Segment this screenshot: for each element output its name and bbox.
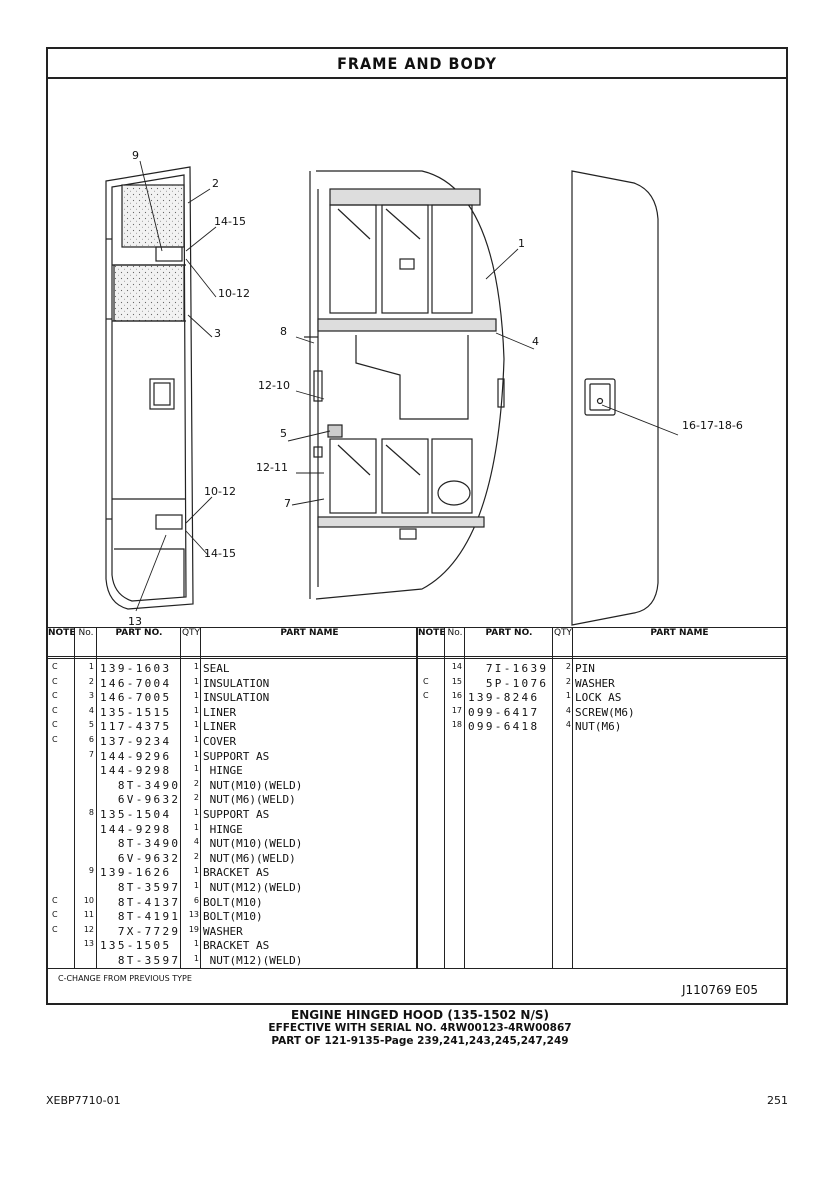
row-note: C — [423, 676, 429, 686]
row-part-number: 139-1603 — [100, 662, 172, 675]
row-part-name: PIN — [575, 662, 595, 675]
row-part-name: LOCK AS — [575, 691, 622, 705]
row-part-name: LINER — [203, 720, 237, 734]
row-note: C — [52, 676, 58, 686]
row-part-name: SEAL — [203, 662, 230, 675]
row-quantity: 1 — [193, 939, 199, 949]
row-part-number: 6V-9632 — [100, 851, 181, 865]
change-footnote: C-CHANGE FROM PREVIOUS TYPE — [58, 974, 192, 983]
callout-12-10: 12-10 — [258, 379, 290, 392]
row-item-number: 4 — [88, 705, 94, 715]
row-part-number: 8T-3597 — [100, 881, 181, 894]
exploded-view-drawing — [48, 79, 786, 627]
callout-13: 13 — [128, 615, 142, 627]
row-part-name: BOLT(M10) — [203, 910, 263, 924]
row-part-number: 8T-4191 — [100, 910, 181, 924]
row-part-name: NUT(M6) — [575, 720, 622, 734]
row-part-number: 135-1505 — [100, 939, 172, 953]
row-note: C — [423, 691, 429, 701]
row-part-number: 8T-3490 — [100, 837, 181, 851]
row-part-number: 8T-3490 — [100, 778, 181, 792]
row-note: C — [52, 895, 58, 905]
callout-4: 4 — [532, 335, 539, 348]
row-note: C — [52, 662, 58, 671]
row-part-name: NUT(M10)(WELD) — [203, 778, 303, 792]
row-part-name: BRACKET AS — [203, 866, 270, 880]
header-note-right: NOTE — [418, 628, 446, 638]
row-part-name: NUT(M6)(WELD) — [203, 851, 296, 865]
row-item-number: 10 — [83, 895, 94, 905]
header-qty-right: QTY — [553, 628, 573, 638]
row-quantity: 1 — [193, 662, 199, 671]
caption-line-1: ENGINE HINGED HOOD (135-1502 N/S) — [291, 1008, 549, 1022]
callout-7: 7 — [284, 497, 291, 510]
row-part-name: INSULATION — [203, 676, 270, 690]
callout-3: 3 — [214, 327, 221, 340]
row-note: C — [52, 735, 58, 744]
callout-5: 5 — [280, 427, 287, 440]
row-item-number: 9 — [88, 866, 94, 876]
row-part-name: HINGE — [203, 764, 243, 778]
row-quantity: 2 — [193, 851, 199, 861]
drawing-sheet — [46, 47, 788, 1005]
callout-12-11: 12-11 — [256, 461, 288, 474]
row-part-name: WASHER — [575, 676, 615, 690]
callout-14-15-lower: 14-15 — [204, 547, 236, 560]
row-item-number: 15 — [451, 676, 462, 686]
row-quantity: 1 — [193, 881, 199, 890]
header-qty-left: QTY — [181, 628, 201, 638]
row-quantity: 1 — [193, 764, 199, 774]
row-part-number: 139-1626 — [100, 866, 172, 880]
row-quantity: 2 — [193, 778, 199, 788]
row-part-name: SUPPORT AS — [203, 808, 270, 821]
row-note: C — [52, 691, 58, 701]
row-quantity: 1 — [193, 676, 199, 686]
row-part-name: NUT(M12)(WELD) — [203, 954, 303, 967]
row-item-number: 11 — [83, 910, 94, 920]
row-quantity: 1 — [193, 954, 199, 963]
row-part-name: BOLT(M10) — [203, 895, 263, 909]
row-quantity: 4 — [565, 705, 571, 715]
row-part-name: BRACKET AS — [203, 939, 270, 953]
row-part-number: 144-9296 — [100, 749, 172, 763]
row-part-number: 099-6417 — [468, 705, 540, 719]
row-part-number: 7X-7729 — [100, 924, 181, 938]
row-quantity: 4 — [193, 837, 199, 847]
hood-diagram-svg — [48, 79, 786, 627]
row-note: C — [52, 705, 58, 715]
parts-list-table — [48, 627, 786, 983]
row-part-number: 8T-4137 — [100, 895, 181, 909]
row-part-number: 146-7005 — [100, 691, 172, 705]
row-quantity: 1 — [193, 705, 199, 715]
header-note-left: NOTE — [48, 628, 76, 638]
header-no-right: No. — [447, 628, 463, 638]
row-item-number: 18 — [451, 720, 462, 730]
callout-16-17-18-6: 16-17-18-6 — [682, 419, 743, 432]
row-item-number: 3 — [88, 691, 94, 701]
header-part-no-left: PART NO. — [115, 628, 163, 638]
middle-hood-outline — [316, 171, 504, 599]
row-quantity: 1 — [565, 691, 571, 701]
row-part-number: 137-9234 — [100, 735, 172, 748]
header-part-name-right: PART NAME — [650, 628, 709, 638]
callout-10-12-lower: 10-12 — [204, 485, 236, 498]
row-quantity: 2 — [565, 676, 571, 686]
drawing-reference: J110769 E05 — [681, 983, 758, 997]
row-part-number: 6V-9632 — [100, 793, 181, 807]
insulation-middle — [114, 265, 184, 321]
row-item-number: 16 — [451, 691, 462, 701]
row-part-number: 5P-1076 — [468, 676, 549, 690]
row-part-name: NUT(M12)(WELD) — [203, 881, 303, 894]
row-part-name: NUT(M6)(WELD) — [203, 793, 296, 807]
callout-2: 2 — [212, 177, 219, 190]
callout-14-15-upper: 14-15 — [214, 215, 246, 228]
row-quantity: 1 — [193, 866, 199, 876]
row-quantity: 1 — [193, 720, 199, 730]
row-quantity: 19 — [188, 924, 199, 934]
header-no-left: No. — [78, 628, 94, 638]
row-item-number: 6 — [88, 735, 94, 744]
row-quantity: 1 — [193, 691, 199, 701]
callout-9: 9 — [132, 149, 139, 162]
row-part-number: 139-8246 — [468, 691, 540, 705]
row-part-number: 144-9298 — [100, 822, 172, 836]
row-part-name: LINER — [203, 705, 237, 719]
row-item-number: 8 — [88, 808, 94, 817]
row-quantity: 2 — [193, 793, 199, 803]
row-quantity: 1 — [193, 808, 199, 817]
row-item-number: 14 — [451, 662, 462, 671]
row-quantity: 1 — [193, 822, 199, 832]
row-part-number: 117-4375 — [100, 720, 172, 734]
row-item-number: 2 — [88, 676, 94, 686]
header-part-no-right: PART NO. — [485, 628, 533, 638]
callout-1: 1 — [518, 237, 525, 250]
row-quantity: 4 — [565, 720, 571, 730]
row-part-number: 8T-3597 — [100, 954, 181, 967]
row-part-name: WASHER — [203, 924, 243, 938]
row-part-number: 099-6418 — [468, 720, 540, 734]
row-quantity: 1 — [193, 735, 199, 744]
row-quantity: 2 — [565, 662, 571, 671]
callout-10-12-upper: 10-12 — [218, 287, 250, 300]
row-quantity: 1 — [193, 749, 199, 759]
row-item-number: 12 — [83, 924, 94, 934]
row-part-number: 7I-1639 — [468, 662, 549, 675]
row-quantity: 13 — [188, 910, 199, 920]
row-item-number: 5 — [88, 720, 94, 730]
row-part-number: 135-1515 — [100, 705, 172, 719]
callout-8: 8 — [280, 325, 287, 338]
document-id: XEBP7710-01 — [46, 1094, 121, 1107]
caption-line-2: EFFECTIVE WITH SERIAL NO. 4RW00123-4RW00867 — [268, 1022, 572, 1034]
row-note: C — [52, 910, 58, 920]
row-note: C — [52, 924, 58, 934]
caption-line-3: PART OF 121-9135-Page 239,241,243,245,247,249 — [271, 1035, 569, 1047]
row-item-number: 17 — [451, 705, 462, 715]
row-quantity: 6 — [193, 895, 199, 905]
row-note: C — [52, 720, 58, 730]
row-part-name: HINGE — [203, 822, 243, 836]
row-part-name: SCREW(M6) — [575, 705, 635, 719]
row-item-number: 1 — [88, 662, 94, 671]
header-part-name-left: PART NAME — [280, 628, 339, 638]
sheet-title: FRAME AND BODY — [48, 49, 786, 79]
row-part-name: SUPPORT AS — [203, 749, 270, 763]
row-part-name: NUT(M10)(WELD) — [203, 837, 303, 851]
row-part-number: 144-9298 — [100, 764, 172, 778]
row-part-number: 146-7004 — [100, 676, 172, 690]
row-item-number: 13 — [83, 939, 94, 949]
row-part-name: COVER — [203, 735, 237, 748]
row-item-number: 7 — [88, 749, 94, 759]
row-part-number: 135-1504 — [100, 808, 172, 821]
page-number: 251 — [767, 1094, 788, 1107]
row-part-name: INSULATION — [203, 691, 270, 705]
